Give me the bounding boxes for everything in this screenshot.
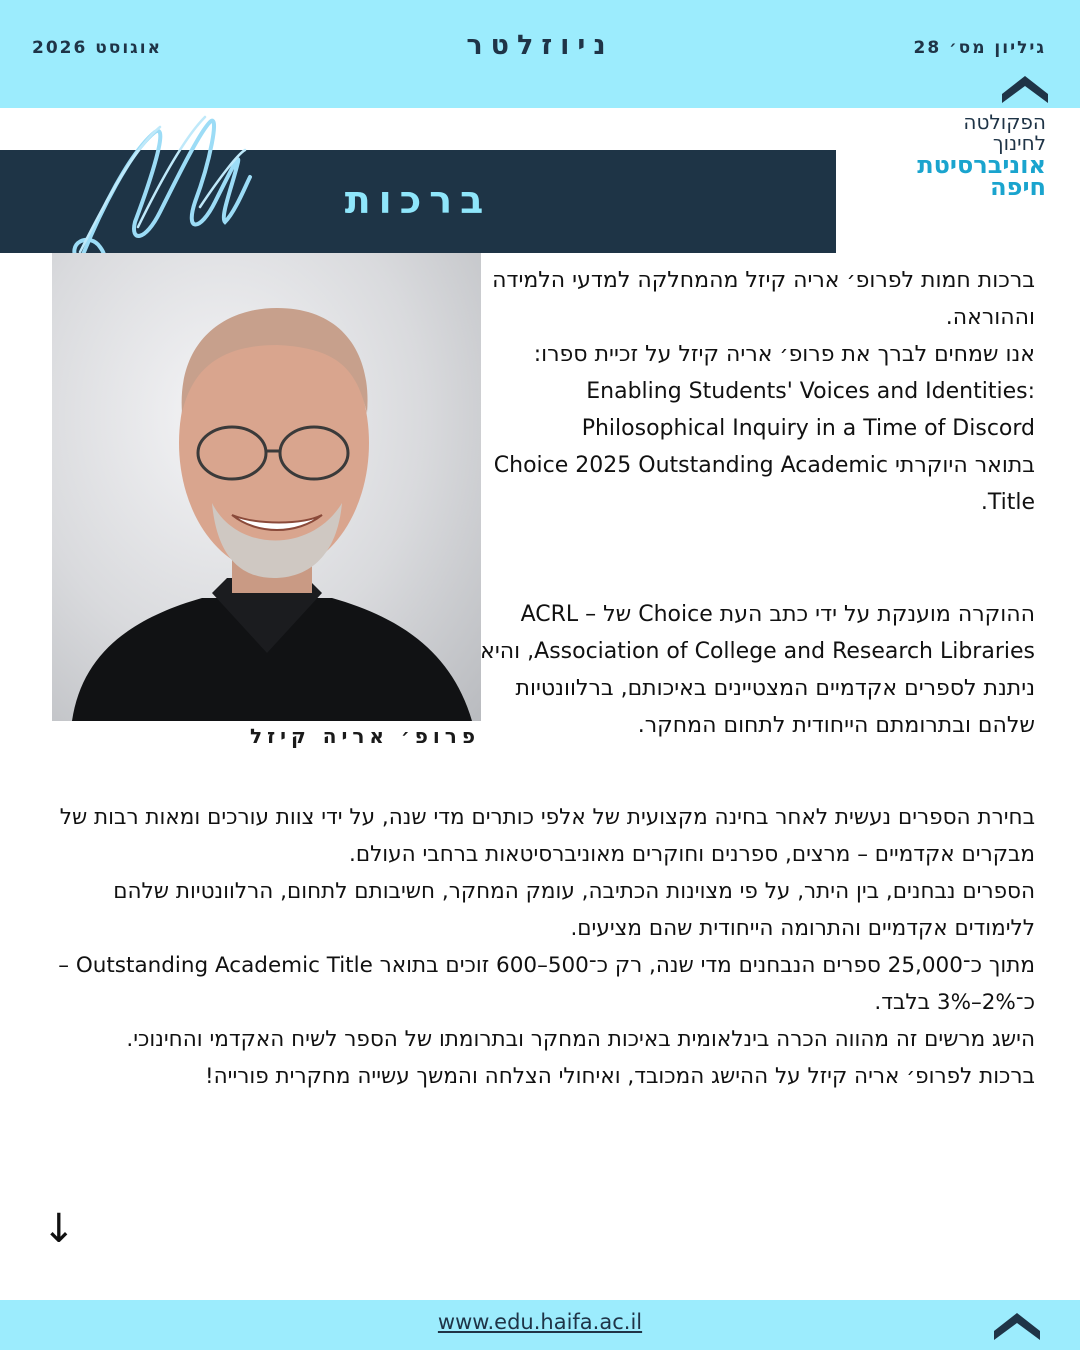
intro-paragraph <box>475 262 1035 521</box>
details-line: מתוך כ־25,000 ספרים הנבחנים מדי שנה, רק כ־500–600 זוכים בתואר Outstanding Academic Title – כ־2%–3% בלבד. <box>58 953 1035 1015</box>
issue-number: גיליון מס׳ 28 <box>913 38 1046 58</box>
portrait-illustration <box>52 253 481 721</box>
details-line: הספרים נבחנים, בין היתר, על פי מצוינות הכתיבה, עומק המחקר, חשיבותם לתחום, הרלוונטיות שלהם ללימודים אקדמיים והתרומה הייחודית שהם מציעים. <box>113 879 1035 941</box>
portrait-photo <box>52 253 481 721</box>
details-paragraph <box>35 799 1035 1095</box>
logo-education: לחינוך <box>992 131 1046 155</box>
section-title: ברכות <box>344 178 492 222</box>
logo-university: אוניברסיטת <box>917 151 1046 179</box>
bottom-bar <box>0 1300 1080 1350</box>
issue-date: אוגוסט 2026 <box>32 38 162 58</box>
photo-caption: פרופ׳ אריה קיזל <box>250 724 480 748</box>
intro-line: ברכות חמות לפרופ׳ אריה קיזל מהמחלקה למדעי הלמידה וההוראה. <box>492 268 1035 330</box>
logo-faculty: הפקולטה <box>963 110 1046 134</box>
chevron-up-icon <box>1002 72 1048 106</box>
logo-haifa: חיפה <box>990 173 1046 201</box>
chevron-up-icon <box>994 1309 1040 1343</box>
arrow-down-icon: ↓ <box>42 1206 76 1252</box>
intro-line: בתואר היוקרתי Choice 2025 Outstanding Academic Title. <box>493 453 1035 515</box>
book-title: Enabling Students' Voices and Identities: Philosophical Inquiry in a Time of Discord <box>581 379 1035 441</box>
intro-line: אנו שמחים לברך את פרופ׳ אריה קיזל על זכיית ספרו: <box>533 342 1035 367</box>
closing-line: ברכות לפרופ׳ אריה קיזל על ההישג המכובד, ואיחולי הצלחה והמשך עשייה מחקרית פורייה! <box>205 1064 1035 1089</box>
newsletter-title: ניוזלטר <box>466 30 614 61</box>
faculty-logo <box>917 110 1046 201</box>
details-line: הישג מרשים זה מהווה הכרה בינלאומית באיכות המחקר ובתרומתו של הספר לשיח האקדמי והחינוכי. <box>126 1027 1035 1052</box>
award-paragraph <box>465 596 1035 744</box>
details-line: בחירת הספרים נעשית לאחר בחינה מקצועית של אלפי כותרים מדי שנה, על ידי צוות עורכים ומאות רבות של מבקרים אקדמיים – מרצים, ספרנים וחוקרים מאוניברסיטאות ברחבי העולם. <box>59 805 1035 867</box>
award-text: ההוקרה מוענקת על ידי כתב העת Choice של ACRL – Association of College and Research Libraries, והיא ניתנת לספרים אקדמיים המצטיינים באיכותם, ברלוונטיות שלהם ובתרומתם הייחודית לתחום המחקר. <box>480 602 1035 738</box>
website-link[interactable]: www.edu.haifa.ac.il <box>437 1310 643 1334</box>
